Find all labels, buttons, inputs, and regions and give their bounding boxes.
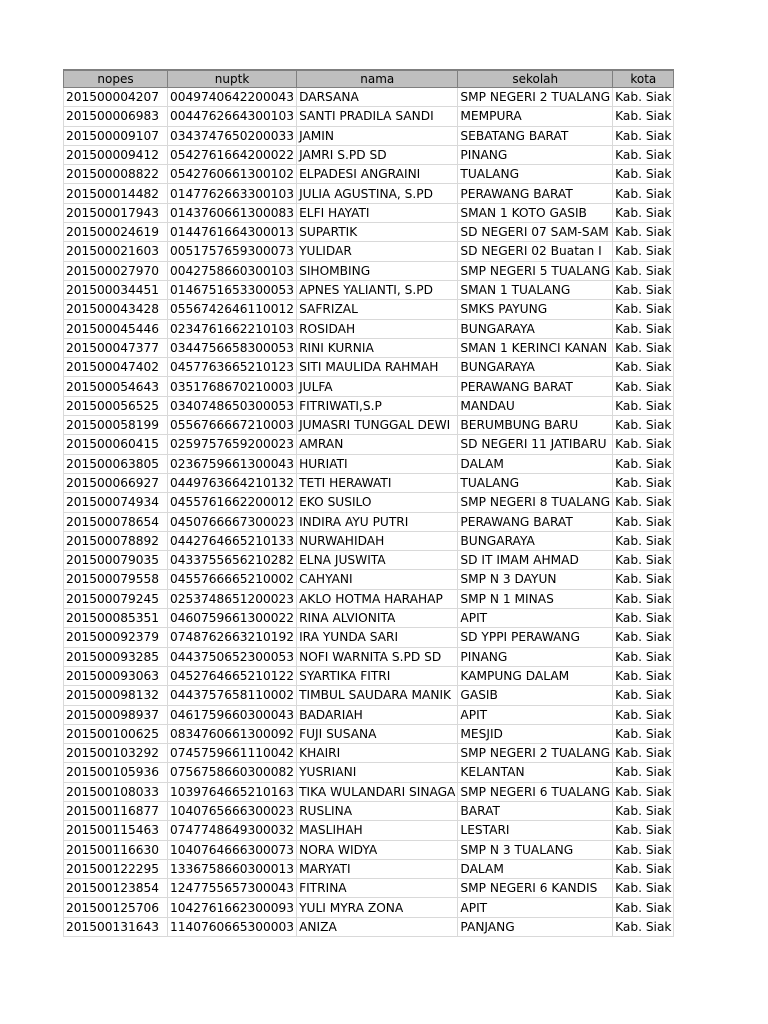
nama-cell: INDIRA AYU PUTRI — [297, 512, 458, 531]
nuptk-cell: 0433755656210282 — [168, 551, 297, 570]
nopes-cell: 201500079558 — [64, 570, 168, 589]
nuptk-cell: 0044762664300103 — [168, 107, 297, 126]
nopes-cell: 201500060415 — [64, 435, 168, 454]
nopes-cell: 201500054643 — [64, 377, 168, 396]
nopes-cell: 201500123854 — [64, 879, 168, 898]
nopes-cell: 201500078892 — [64, 531, 168, 550]
nopes-cell: 201500116630 — [64, 840, 168, 859]
table-row — [64, 744, 674, 763]
table-row — [64, 223, 674, 242]
sekolah-cell: SMP N 3 TUALANG — [458, 840, 613, 859]
nuptk-cell: 1042761662300093 — [168, 898, 297, 917]
nuptk-cell: 0234761662210103 — [168, 319, 297, 338]
table-row — [64, 840, 674, 859]
sekolah-cell: SD YPPI PERAWANG — [458, 628, 613, 647]
kota-cell: Kab. Siak — [613, 879, 674, 898]
sekolah-cell: BUNGARAYA — [458, 358, 613, 377]
nuptk-cell: 0450766667300023 — [168, 512, 297, 531]
kota-cell: Kab. Siak — [613, 88, 674, 107]
nama-cell: YULI MYRA ZONA — [297, 898, 458, 917]
table-row — [64, 531, 674, 550]
kota-cell: Kab. Siak — [613, 686, 674, 705]
nopes-cell: 201500021603 — [64, 242, 168, 261]
nama-cell: JULIA AGUSTINA, S.PD — [297, 184, 458, 203]
kota-cell: Kab. Siak — [613, 705, 674, 724]
nopes-cell: 201500027970 — [64, 261, 168, 280]
table-row — [64, 705, 674, 724]
kota-cell: Kab. Siak — [613, 570, 674, 589]
table-row — [64, 551, 674, 570]
nopes-cell: 201500079035 — [64, 551, 168, 570]
kota-cell: Kab. Siak — [613, 512, 674, 531]
nama-cell: ELFI HAYATI — [297, 203, 458, 222]
nama-cell: YULIDAR — [297, 242, 458, 261]
nuptk-cell: 0340748650300053 — [168, 396, 297, 415]
sekolah-cell: KELANTAN — [458, 763, 613, 782]
nuptk-cell: 0556766667210003 — [168, 416, 297, 435]
nuptk-cell: 0556742646110012 — [168, 300, 297, 319]
nama-cell: TIMBUL SAUDARA MANIK — [297, 686, 458, 705]
table-row — [64, 686, 674, 705]
table-row — [64, 261, 674, 280]
data-table — [63, 69, 674, 937]
sekolah-cell: SMAN 1 TUALANG — [458, 280, 613, 299]
nama-cell: SANTI PRADILA SANDI — [297, 107, 458, 126]
kota-cell: Kab. Siak — [613, 473, 674, 492]
table-row — [64, 879, 674, 898]
nuptk-cell: 1040765666300023 — [168, 801, 297, 820]
nuptk-cell: 0443757658110002 — [168, 686, 297, 705]
nopes-cell: 201500009107 — [64, 126, 168, 145]
table-row — [64, 609, 674, 628]
nuptk-cell: 0542760661300102 — [168, 165, 297, 184]
nuptk-cell: 0747748649300032 — [168, 821, 297, 840]
nopes-cell: 201500093285 — [64, 647, 168, 666]
kota-cell: Kab. Siak — [613, 628, 674, 647]
nopes-cell: 201500009412 — [64, 145, 168, 164]
nuptk-cell: 0351768670210003 — [168, 377, 297, 396]
nama-cell: SAFRIZAL — [297, 300, 458, 319]
nuptk-cell: 0343747650200033 — [168, 126, 297, 145]
sekolah-cell: SMKS PAYUNG — [458, 300, 613, 319]
nuptk-cell: 0442764665210133 — [168, 531, 297, 550]
nopes-cell: 201500014482 — [64, 184, 168, 203]
nama-cell: AMRAN — [297, 435, 458, 454]
sekolah-cell: TUALANG — [458, 165, 613, 184]
sekolah-cell: SMP NEGERI 8 TUALANG — [458, 493, 613, 512]
nopes-cell: 201500058199 — [64, 416, 168, 435]
table-row — [64, 358, 674, 377]
nuptk-cell: 0748762663210192 — [168, 628, 297, 647]
nama-cell: JUMASRI TUNGGAL DEWI — [297, 416, 458, 435]
nuptk-cell: 0143760661300083 — [168, 203, 297, 222]
kota-cell: Kab. Siak — [613, 551, 674, 570]
nama-cell: SYARTIKA FITRI — [297, 666, 458, 685]
kota-cell: Kab. Siak — [613, 782, 674, 801]
nopes-cell: 201500085351 — [64, 609, 168, 628]
table-row — [64, 338, 674, 357]
nopes-cell: 201500056525 — [64, 396, 168, 415]
nama-cell: SUPARTIK — [297, 223, 458, 242]
table-row — [64, 512, 674, 531]
nopes-cell: 201500008822 — [64, 165, 168, 184]
sekolah-cell: LESTARI — [458, 821, 613, 840]
nopes-cell: 201500074934 — [64, 493, 168, 512]
sekolah-cell: BUNGARAYA — [458, 531, 613, 550]
nama-cell: BADARIAH — [297, 705, 458, 724]
nuptk-cell: 0443750652300053 — [168, 647, 297, 666]
nuptk-cell: 0461759660300043 — [168, 705, 297, 724]
table-row — [64, 898, 674, 917]
sekolah-cell: DALAM — [458, 454, 613, 473]
kota-cell: Kab. Siak — [613, 280, 674, 299]
kota-cell: Kab. Siak — [613, 666, 674, 685]
kota-cell: Kab. Siak — [613, 300, 674, 319]
nama-cell: NORA WIDYA — [297, 840, 458, 859]
nama-cell: ELNA JUSWITA — [297, 551, 458, 570]
kota-cell: Kab. Siak — [613, 647, 674, 666]
kota-cell: Kab. Siak — [613, 801, 674, 820]
sekolah-cell: SMP NEGERI 2 TUALANG — [458, 744, 613, 763]
table-row — [64, 763, 674, 782]
nopes-cell: 201500100625 — [64, 724, 168, 743]
table-row — [64, 203, 674, 222]
nama-cell: JULFA — [297, 377, 458, 396]
nama-cell: SIHOMBING — [297, 261, 458, 280]
kota-cell: Kab. Siak — [613, 435, 674, 454]
kota-cell: Kab. Siak — [613, 531, 674, 550]
sekolah-cell: BARAT — [458, 801, 613, 820]
nuptk-cell: 0253748651200023 — [168, 589, 297, 608]
sekolah-cell: SMP N 1 MINAS — [458, 589, 613, 608]
kota-cell: Kab. Siak — [613, 396, 674, 415]
sekolah-cell: SD NEGERI 02 Buatan I — [458, 242, 613, 261]
sekolah-cell: APIT — [458, 898, 613, 917]
sekolah-cell: SD NEGERI 11 JATIBARU — [458, 435, 613, 454]
table-row — [64, 107, 674, 126]
nuptk-cell: 1336758660300013 — [168, 859, 297, 878]
sekolah-cell: GASIB — [458, 686, 613, 705]
kota-cell: Kab. Siak — [613, 203, 674, 222]
nama-cell: SITI MAULIDA RAHMAH — [297, 358, 458, 377]
table-row — [64, 666, 674, 685]
nama-cell: NOFI WARNITA S.PD SD — [297, 647, 458, 666]
table-row — [64, 473, 674, 492]
nuptk-cell: 0146751653300053 — [168, 280, 297, 299]
kota-cell: Kab. Siak — [613, 242, 674, 261]
nopes-cell: 201500017943 — [64, 203, 168, 222]
nopes-cell: 201500108033 — [64, 782, 168, 801]
nama-cell: FITRIWATI,S.P — [297, 396, 458, 415]
nuptk-cell: 0449763664210132 — [168, 473, 297, 492]
kota-cell: Kab. Siak — [613, 840, 674, 859]
nama-cell: RUSLINA — [297, 801, 458, 820]
nopes-cell: 201500098937 — [64, 705, 168, 724]
sekolah-cell: TUALANG — [458, 473, 613, 492]
table-row — [64, 647, 674, 666]
header-kota: kota — [613, 70, 674, 88]
sekolah-cell: BUNGARAYA — [458, 319, 613, 338]
nopes-cell: 201500092379 — [64, 628, 168, 647]
table-row — [64, 782, 674, 801]
table-row — [64, 724, 674, 743]
nuptk-cell: 0147762663300103 — [168, 184, 297, 203]
nopes-cell: 201500034451 — [64, 280, 168, 299]
sekolah-cell: MEMPURA — [458, 107, 613, 126]
nama-cell: KHAIRI — [297, 744, 458, 763]
nopes-cell: 201500105936 — [64, 763, 168, 782]
nama-cell: CAHYANI — [297, 570, 458, 589]
nama-cell: TIKA WULANDARI SINAGA — [297, 782, 458, 801]
table-row — [64, 493, 674, 512]
nopes-cell: 201500006983 — [64, 107, 168, 126]
nama-cell: FUJI SUSANA — [297, 724, 458, 743]
nama-cell: EKO SUSILO — [297, 493, 458, 512]
nama-cell: ELPADESI ANGRAINI — [297, 165, 458, 184]
kota-cell: Kab. Siak — [613, 589, 674, 608]
nama-cell: IRA YUNDA SARI — [297, 628, 458, 647]
nama-cell: ANIZA — [297, 917, 458, 936]
kota-cell: Kab. Siak — [613, 917, 674, 936]
kota-cell: Kab. Siak — [613, 744, 674, 763]
table-row — [64, 126, 674, 145]
nama-cell: JAMRI S.PD SD — [297, 145, 458, 164]
nuptk-cell: 0051757659300073 — [168, 242, 297, 261]
nuptk-cell: 0455761662200012 — [168, 493, 297, 512]
nuptk-cell: 0756758660300082 — [168, 763, 297, 782]
nama-cell: YUSRIANI — [297, 763, 458, 782]
nopes-cell: 201500045446 — [64, 319, 168, 338]
nuptk-cell: 1039764665210163 — [168, 782, 297, 801]
kota-cell: Kab. Siak — [613, 377, 674, 396]
nama-cell: HURIATI — [297, 454, 458, 473]
kota-cell: Kab. Siak — [613, 145, 674, 164]
nama-cell: AKLO HOTMA HARAHAP — [297, 589, 458, 608]
nopes-cell: 201500103292 — [64, 744, 168, 763]
sekolah-cell: APIT — [458, 705, 613, 724]
kota-cell: Kab. Siak — [613, 126, 674, 145]
nama-cell: RINI KURNIA — [297, 338, 458, 357]
nama-cell: MARYATI — [297, 859, 458, 878]
sekolah-cell: BERUMBUNG BARU — [458, 416, 613, 435]
table-row — [64, 145, 674, 164]
table-row — [64, 821, 674, 840]
nopes-cell: 201500115463 — [64, 821, 168, 840]
nuptk-cell: 0460759661300022 — [168, 609, 297, 628]
nopes-cell: 201500093063 — [64, 666, 168, 685]
header-nopes: nopes — [64, 70, 168, 88]
kota-cell: Kab. Siak — [613, 821, 674, 840]
table-row — [64, 280, 674, 299]
sekolah-cell: SMAN 1 KERINCI KANAN — [458, 338, 613, 357]
sekolah-cell: MESJID — [458, 724, 613, 743]
kota-cell: Kab. Siak — [613, 261, 674, 280]
sekolah-cell: SMP NEGERI 6 KANDIS — [458, 879, 613, 898]
kota-cell: Kab. Siak — [613, 763, 674, 782]
nuptk-cell: 0236759661300043 — [168, 454, 297, 473]
sekolah-cell: SMAN 1 KOTO GASIB — [458, 203, 613, 222]
kota-cell: Kab. Siak — [613, 338, 674, 357]
kota-cell: Kab. Siak — [613, 898, 674, 917]
kota-cell: Kab. Siak — [613, 223, 674, 242]
kota-cell: Kab. Siak — [613, 416, 674, 435]
nuptk-cell: 0745759661110042 — [168, 744, 297, 763]
kota-cell: Kab. Siak — [613, 358, 674, 377]
kota-cell: Kab. Siak — [613, 184, 674, 203]
nopes-cell: 201500116877 — [64, 801, 168, 820]
nopes-cell: 201500004207 — [64, 88, 168, 107]
nama-cell: DARSANA — [297, 88, 458, 107]
nopes-cell: 201500063805 — [64, 454, 168, 473]
sekolah-cell: SMP NEGERI 5 TUALANG — [458, 261, 613, 280]
table-row — [64, 319, 674, 338]
nuptk-cell: 1040764666300073 — [168, 840, 297, 859]
sekolah-cell: SD NEGERI 07 SAM-SAM — [458, 223, 613, 242]
nopes-cell: 201500078654 — [64, 512, 168, 531]
kota-cell: Kab. Siak — [613, 454, 674, 473]
nopes-cell: 201500079245 — [64, 589, 168, 608]
nopes-cell: 201500125706 — [64, 898, 168, 917]
table-row — [64, 88, 674, 107]
sekolah-cell: SMP N 3 DAYUN — [458, 570, 613, 589]
kota-cell: Kab. Siak — [613, 319, 674, 338]
table-row — [64, 859, 674, 878]
table-row — [64, 416, 674, 435]
nopes-cell: 201500043428 — [64, 300, 168, 319]
header-sekolah: sekolah — [458, 70, 613, 88]
sekolah-cell: KAMPUNG DALAM — [458, 666, 613, 685]
table-row — [64, 242, 674, 261]
table-row — [64, 628, 674, 647]
kota-cell: Kab. Siak — [613, 107, 674, 126]
kota-cell: Kab. Siak — [613, 859, 674, 878]
nuptk-cell: 1247755657300043 — [168, 879, 297, 898]
nama-cell: TETI HERAWATI — [297, 473, 458, 492]
kota-cell: Kab. Siak — [613, 165, 674, 184]
sekolah-cell: APIT — [458, 609, 613, 628]
table-body — [64, 88, 674, 937]
nuptk-cell: 0455766665210002 — [168, 570, 297, 589]
nopes-cell: 201500024619 — [64, 223, 168, 242]
sekolah-cell: PERAWANG BARAT — [458, 512, 613, 531]
nopes-cell: 201500066927 — [64, 473, 168, 492]
nama-cell: JAMIN — [297, 126, 458, 145]
nama-cell: NURWAHIDAH — [297, 531, 458, 550]
table-row — [64, 435, 674, 454]
nama-cell: FITRINA — [297, 879, 458, 898]
table-row — [64, 184, 674, 203]
nama-cell: APNES YALIANTI, S.PD — [297, 280, 458, 299]
spreadsheet — [63, 69, 674, 937]
kota-cell: Kab. Siak — [613, 493, 674, 512]
nuptk-cell: 0452764665210122 — [168, 666, 297, 685]
sekolah-cell: PINANG — [458, 145, 613, 164]
nopes-cell: 201500047377 — [64, 338, 168, 357]
nopes-cell: 201500098132 — [64, 686, 168, 705]
header-nama: nama — [297, 70, 458, 88]
nuptk-cell: 0049740642200043 — [168, 88, 297, 107]
nuptk-cell: 0042758660300103 — [168, 261, 297, 280]
nama-cell: RINA ALVIONITA — [297, 609, 458, 628]
nopes-cell: 201500122295 — [64, 859, 168, 878]
sekolah-cell: PERAWANG BARAT — [458, 184, 613, 203]
sekolah-cell: SMP NEGERI 2 TUALANG — [458, 88, 613, 107]
sekolah-cell: PINANG — [458, 647, 613, 666]
sekolah-cell: DALAM — [458, 859, 613, 878]
nuptk-cell: 0457763665210123 — [168, 358, 297, 377]
nopes-cell: 201500047402 — [64, 358, 168, 377]
sekolah-cell: SEBATANG BARAT — [458, 126, 613, 145]
table-row — [64, 396, 674, 415]
table-row — [64, 570, 674, 589]
table-row — [64, 917, 674, 936]
table-row — [64, 300, 674, 319]
sekolah-cell: SMP NEGERI 6 TUALANG — [458, 782, 613, 801]
nopes-cell: 201500131643 — [64, 917, 168, 936]
sekolah-cell: SD IT IMAM AHMAD — [458, 551, 613, 570]
header-nuptk: nuptk — [168, 70, 297, 88]
table-row — [64, 589, 674, 608]
nuptk-cell: 0834760661300092 — [168, 724, 297, 743]
nuptk-cell: 0144761664300013 — [168, 223, 297, 242]
sekolah-cell: PANJANG — [458, 917, 613, 936]
table-row — [64, 165, 674, 184]
nuptk-cell: 0542761664200022 — [168, 145, 297, 164]
table-row — [64, 454, 674, 473]
sekolah-cell: MANDAU — [458, 396, 613, 415]
table-row — [64, 801, 674, 820]
nama-cell: ROSIDAH — [297, 319, 458, 338]
nuptk-cell: 0259757659200023 — [168, 435, 297, 454]
kota-cell: Kab. Siak — [613, 724, 674, 743]
kota-cell: Kab. Siak — [613, 609, 674, 628]
table-row — [64, 377, 674, 396]
sekolah-cell: PERAWANG BARAT — [458, 377, 613, 396]
header-row — [64, 70, 674, 88]
nama-cell: MASLIHAH — [297, 821, 458, 840]
nuptk-cell: 1140760665300003 — [168, 917, 297, 936]
nuptk-cell: 0344756658300053 — [168, 338, 297, 357]
